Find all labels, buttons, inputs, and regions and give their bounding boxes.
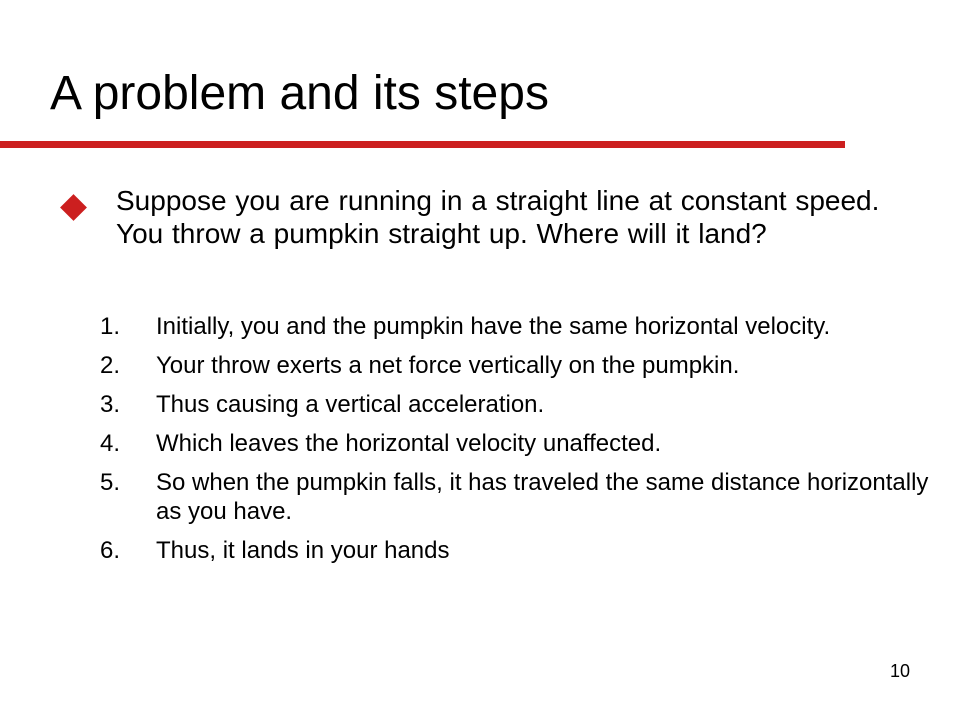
step-number: 1.	[100, 313, 121, 340]
step-item	[100, 536, 940, 565]
steps-list	[100, 312, 940, 565]
step-item	[100, 468, 940, 526]
step-number: 4.	[100, 430, 121, 457]
title-underline	[0, 141, 845, 148]
step-item	[100, 312, 940, 341]
step-text: Which leaves the horizontal velocity unaffected.	[156, 430, 662, 457]
slide-title: A problem and its steps	[50, 67, 549, 120]
step-text: Thus, it lands in your hands	[156, 537, 450, 564]
step-item	[100, 429, 940, 458]
step-text: Your throw exerts a net force vertically on the pumpkin.	[156, 352, 740, 379]
step-number: 6.	[100, 537, 121, 564]
step-item	[100, 390, 940, 419]
step-item	[100, 351, 940, 380]
step-text: Initially, you and the pumpkin have the same horizontal velocity.	[156, 313, 831, 340]
step-number: 3.	[100, 391, 121, 418]
step-number: 2.	[100, 352, 121, 379]
step-text: So when the pumpkin falls, it has traveled the same distance horizontally as you have.	[156, 469, 929, 525]
diamond-bullet-icon	[60, 194, 87, 221]
page-number: 10	[889, 661, 911, 681]
main-bullet-text: Suppose you are running in a straight line at constant speed. You throw a pumpkin straight up. Where will it land?	[116, 185, 880, 249]
step-number: 5.	[100, 469, 121, 496]
main-bullet	[52, 184, 932, 250]
step-text: Thus causing a vertical acceleration.	[156, 391, 545, 418]
